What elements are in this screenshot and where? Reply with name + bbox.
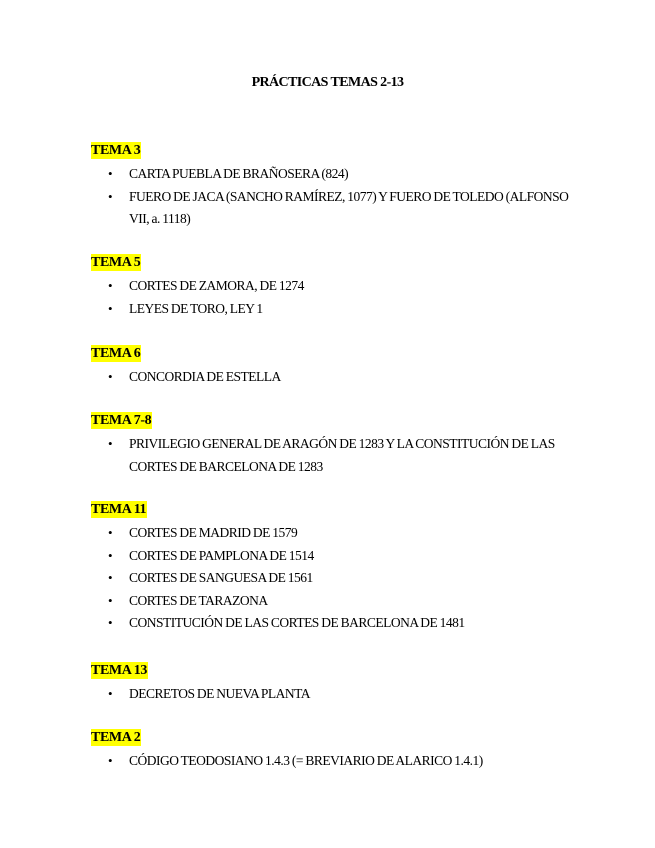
section-tema-13	[91, 661, 571, 706]
section-tema-11	[91, 500, 571, 635]
list-item	[91, 750, 571, 773]
item-list	[91, 366, 571, 389]
bullet-icon: •	[108, 615, 113, 630]
section-tema-2	[91, 728, 571, 773]
list-item-text: CONCORDIA DE ESTELLA	[129, 369, 281, 384]
list-item-text: PRIVILEGIO GENERAL DE ARAGÓN DE 1283 Y LA CONSTITUCIÓN DE LAS CORTES DE BARCELONA DE 1283	[129, 436, 555, 474]
list-item-text: CORTES DE TARAZONA	[129, 592, 268, 608]
list-item-text: CORTES DE SANGUESA DE 1561	[129, 570, 313, 585]
list-item-text: CARTA PUEBLA DE BRAÑOSERA (824)	[129, 166, 349, 181]
section-tema-7-8	[91, 411, 571, 478]
list-item	[91, 567, 571, 590]
bullet-icon: •	[108, 188, 113, 204]
item-list	[91, 163, 571, 231]
section-tema-3	[91, 141, 571, 231]
list-item	[91, 366, 571, 389]
bullet-icon: •	[108, 166, 113, 181]
item-list	[91, 433, 571, 478]
section-heading: TEMA 7-8	[91, 413, 152, 428]
bullet-icon: •	[108, 278, 113, 293]
document-title: PRÁCTICAS TEMAS 2-13	[251, 75, 404, 90]
list-item-text: CÓDIGO TEODOSIANO 1.4.3 (= BREVIARIO DE ALARICO 1.4.1)	[129, 753, 483, 768]
list-item-text: CORTES DE ZAMORA, DE 1274	[129, 278, 304, 293]
list-item	[91, 275, 571, 298]
bullet-icon: •	[108, 547, 113, 563]
item-list	[91, 683, 571, 706]
section-heading: TEMA 5	[91, 255, 141, 270]
list-item	[91, 186, 571, 231]
bullet-icon: •	[108, 753, 113, 768]
list-item-text: CORTES DE PAMPLONA DE 1514	[129, 547, 314, 563]
item-list	[91, 750, 571, 773]
bullet-icon: •	[108, 525, 113, 540]
section-heading: TEMA 3	[91, 143, 141, 158]
section-heading: TEMA 6	[91, 346, 141, 361]
list-item	[91, 545, 571, 568]
list-item	[91, 163, 571, 186]
list-item	[91, 683, 571, 706]
bullet-icon: •	[108, 436, 113, 451]
list-item-text: CONSTITUCIÓN DE LAS CORTES DE BARCELONA DE 1481	[129, 615, 465, 630]
list-item	[91, 433, 571, 478]
item-list	[91, 275, 571, 320]
section-tema-6	[91, 344, 571, 389]
list-item	[91, 298, 571, 321]
bullet-icon: •	[108, 570, 113, 585]
section-tema-5	[91, 253, 571, 320]
section-heading: TEMA 13	[91, 663, 147, 678]
list-item	[91, 612, 571, 635]
list-item-text: CORTES DE MADRID DE 1579	[129, 525, 298, 540]
list-item-text: LEYES DE TORO, LEY 1	[129, 300, 263, 316]
section-heading: TEMA 11	[91, 502, 147, 517]
list-item	[91, 590, 571, 613]
list-item-text: DECRETOS DE NUEVA PLANTA	[129, 686, 311, 701]
section-heading: TEMA 2	[91, 730, 141, 745]
bullet-icon: •	[108, 592, 113, 608]
list-item-text: FUERO DE JACA (SANCHO RAMÍREZ, 1077) Y FUERO DE TOLEDO (ALFONSO VII, a. 1118)	[129, 188, 569, 226]
item-list	[91, 522, 571, 635]
list-item	[91, 522, 571, 545]
bullet-icon: •	[108, 300, 113, 316]
bullet-icon: •	[108, 369, 113, 384]
bullet-icon: •	[108, 686, 113, 701]
